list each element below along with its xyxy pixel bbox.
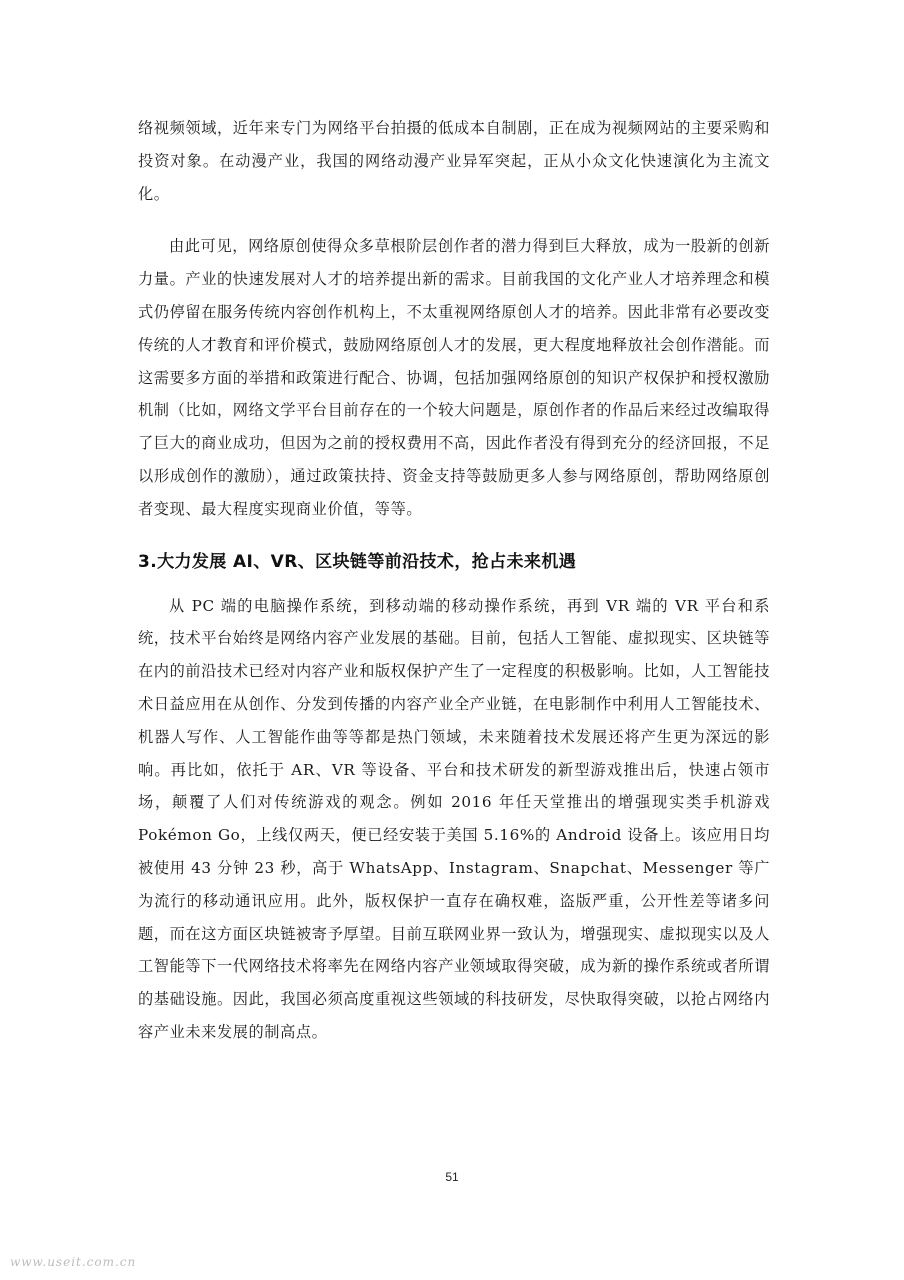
page-number: 51 [445,1170,459,1184]
page-content [138,112,770,1069]
paragraph-frontier-tech: 从 PC 端的电脑操作系统，到移动端的移动操作系统，再到 VR 端的 VR 平台和系统，技术平台始终是网络内容产业发展的基础。目前，包括人工智能、虚拟现实、区块链等在内的前沿技术已经对内容产业和版权保护产生了一定程度的积极影响。比如，人工智能技术日益应用在从创作、分发到传播的内容产业全产业链，在电影制作中利用人工智能技术、机器人写作、人工智能作曲等等都是热门领域，未来随着技术发展还将产生更为深远的影响。再比如，依托于 AR、VR 等设备、平台和技术研发的新型游戏推出后，快速占领市场，颠覆了人们对传统游戏的观念。例如 2016 年任天堂推出的增强现实类手机游戏 Pokémon Go，上线仅两天，便已经安装于美国 5.16%的 Android 设备上。该应用日均被使用 43 分钟 23 秒，高于 WhatsApp、Instagram、Snapchat、Messenger 等广为流行的移动通讯应用。此外，版权保护一直存在确权难，盗版严重，公开性差等诸多问题，而在这方面区块链被寄予厚望。目前互联网业界一致认为，增强现实、虚拟现实以及人工智能等下一代网络技术将率先在网络内容产业领域取得突破，成为新的操作系统或者所谓的基础设施。因此，我国必须高度重视这些领域的科技研发，尽快取得突破，以抢占网络内容产业未来发展的制高点。 [138,596,770,1041]
paragraph-talent-cultivation: 由此可见，网络原创使得众多草根阶层创作者的潜力得到巨大释放，成为一股新的创新力量。产业的快速发展对人才的培养提出新的需求。目前我国的文化产业人才培养理念和模式仍停留在服务传统内容创作机构上，不太重视网络原创人才的培养。因此非常有必要改变传统的人才教育和评价模式，鼓励网络原创人才的发展，更大程度地释放社会创作潜能。而这需要多方面的举措和政策进行配合、协调，包括加强网络原创的知识产权保护和授权激励机制（比如，网络文学平台目前存在的一个较大问题是，原创作者的作品后来经过改编取得了巨大的商业成功，但因为之前的授权费用不高，因此作者没有得到充分的经济回报，不足以形成创作的激励），通过政策扶持、资金支持等鼓励更多人参与网络原创，帮助网络原创者变现、最大程度实现商业价值，等等。 [138,237,770,518]
section-heading: 3.大力发展 AI、VR、区块链等前沿技术，抢占未来机遇 [138,551,577,572]
paragraph-continuation: 络视频领域，近年来专门为网络平台拍摄的低成本自制剧，正在成为视频网站的主要采购和投资对象。在动漫产业，我国的网络动漫产业异军突起，正从小众文化快速演化为主流文化。 [138,119,770,203]
watermark-text: www.useit.com.cn [10,1255,137,1269]
